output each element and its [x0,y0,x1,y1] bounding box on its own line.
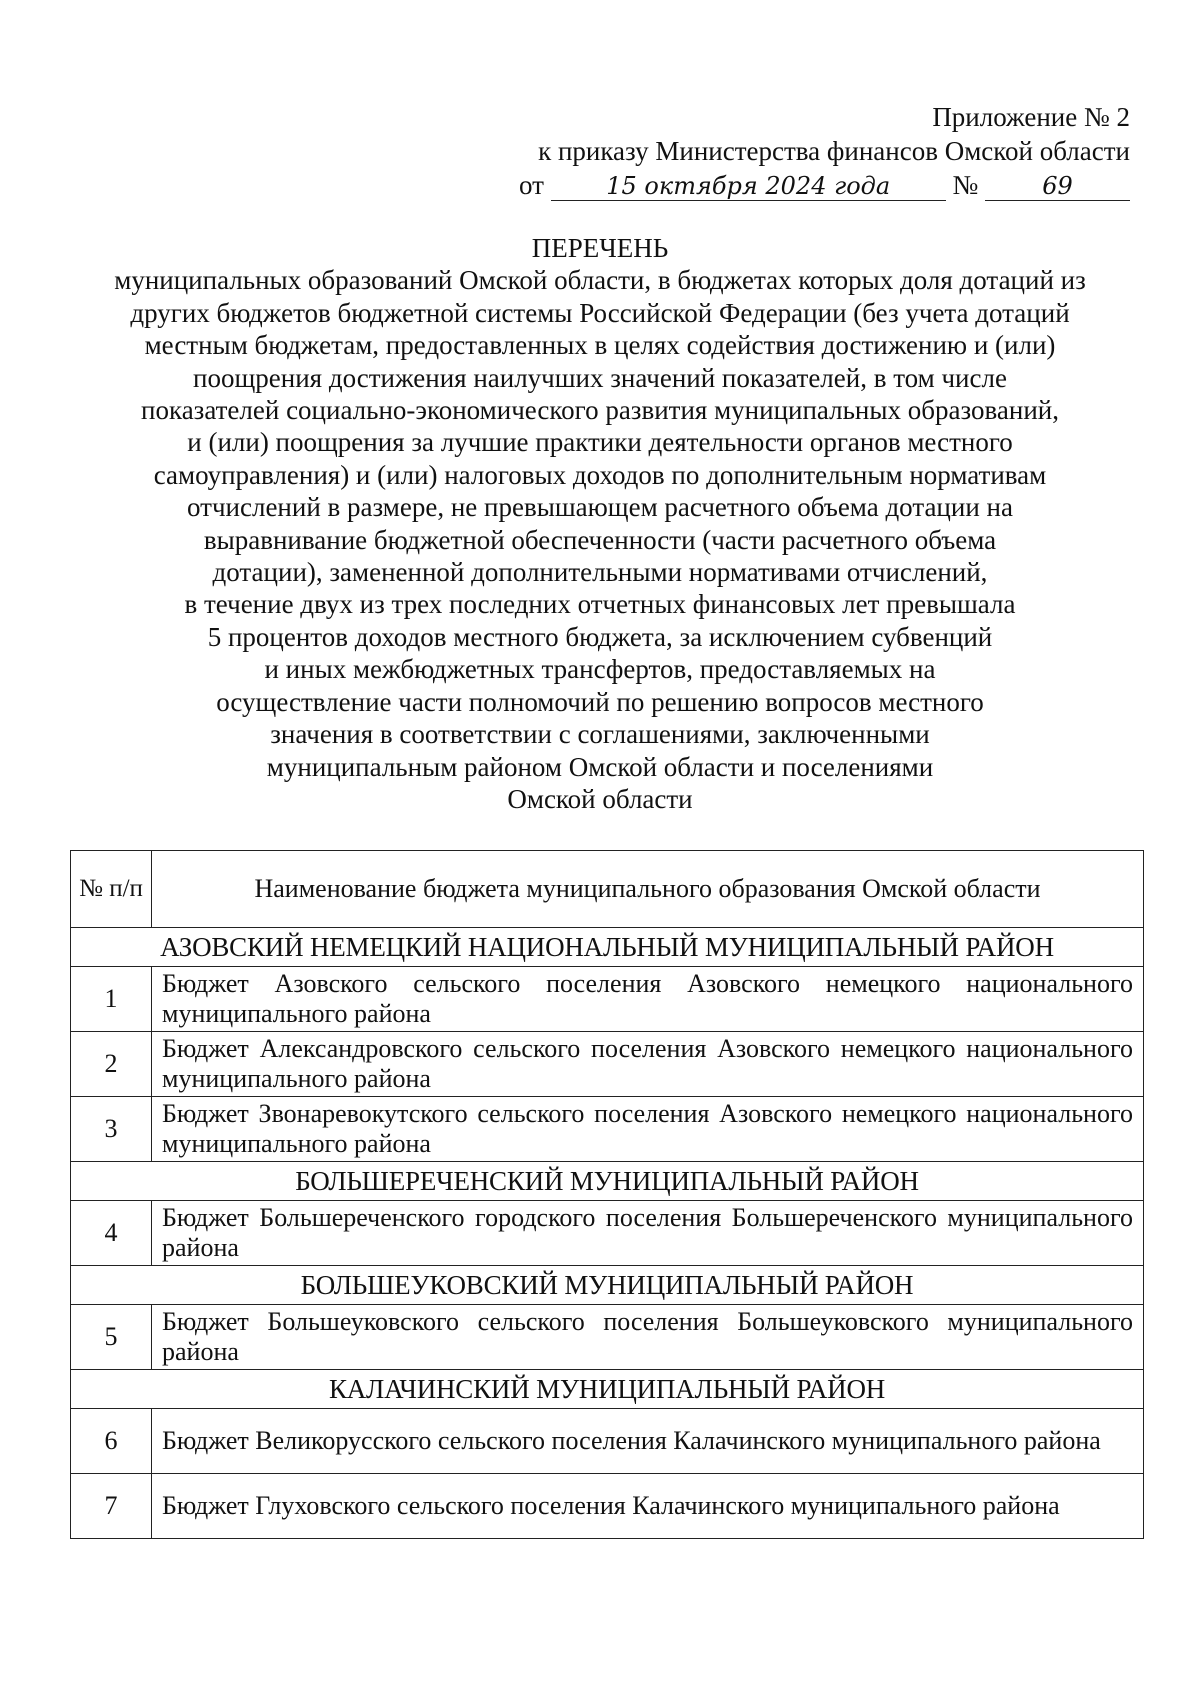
district-row [71,1266,1144,1305]
number-label: № [952,170,979,200]
title-line: в течение двух из трех последних отчетных финансовых лет превышала [184,589,1016,620]
row-number: 5 [71,1305,152,1370]
row-budget-name: Бюджет Глуховского сельского поселения Калачинского муниципального района [152,1474,1144,1539]
row-budget-name: Бюджет Великорусского сельского поселения Калачинского муниципального района [152,1409,1144,1474]
title-line: выравнивание бюджетной обеспеченности (части расчетного объема [203,524,997,555]
table-row [71,1097,1144,1162]
district-name: БОЛЬШЕУКОВСКИЙ МУНИЦИПАЛЬНЫЙ РАЙОН [71,1266,1144,1305]
row-number: 3 [71,1097,152,1162]
table-header-row [71,851,1144,928]
row-number: 6 [71,1409,152,1474]
header-number: № п/п [71,851,152,928]
table-row [71,1409,1144,1474]
title-heading: ПЕРЕЧЕНЬ [531,233,669,263]
title-line: отчислений в размере, не превышающем расчетного объема дотации на [187,492,1013,523]
row-budget-name: Бюджет Большеуковского сельского поселения Большеуковского муниципального района [152,1305,1144,1370]
table-row [71,1305,1144,1370]
title-line: и (или) поощрения за лучшие практики деятельности органов местного [187,427,1013,458]
from-label: от [519,170,544,200]
row-number: 1 [71,967,152,1032]
title-line: и иных межбюджетных трансфертов, предоставляемых на [264,654,936,685]
table-row [71,1474,1144,1539]
row-budget-name: Бюджет Азовского сельского поселения Азовского немецкого национального муниципального района [152,967,1144,1032]
row-number: 7 [71,1474,152,1539]
district-name: БОЛЬШЕРЕЧЕНСКИЙ МУНИЦИПАЛЬНЫЙ РАЙОН [71,1162,1144,1201]
title-line: местным бюджетам, предоставленных в целях содействия достижению и (или) [144,330,1056,361]
municipalities-table [70,850,1144,1539]
table-body [71,928,1144,1539]
header-name: Наименование бюджета муниципального образования Омской области [152,851,1144,928]
row-number: 2 [71,1032,152,1097]
handwritten-date: 15 октября 2024 года [551,172,946,201]
title-line: Омской области [507,783,693,814]
annex-date-number-line [519,168,1130,202]
row-budget-name: Бюджет Александровского сельского поселения Азовского немецкого национального муниципального района [152,1032,1144,1097]
table-row [71,967,1144,1032]
row-budget-name: Бюджет Звонаревокутского сельского поселения Азовского немецкого национального муниципального района [152,1097,1144,1162]
title-line: поощрения достижения наилучших значений показателей, в том числе [193,362,1007,393]
handwritten-number: 69 [985,172,1130,201]
district-row [71,1370,1144,1409]
title-line: показателей социально-экономического развития муниципальных образований, [141,395,1059,426]
title-description [0,264,1200,815]
title-line: других бюджетов бюджетной системы Российской Федерации (без учета дотаций [130,297,1070,328]
title-line: значения в соответствии с соглашениями, заключенными [270,719,930,750]
district-name: КАЛАЧИНСКИЙ МУНИЦИПАЛЬНЫЙ РАЙОН [71,1370,1144,1409]
title-line: осуществление части полномочий по решению вопросов местного [216,686,984,717]
title-line: 5 процентов доходов местного бюджета, за исключением субвенций [207,621,993,652]
annex-header [519,100,1130,202]
table-row [71,1201,1144,1266]
document-title [0,232,1200,815]
title-line: самоуправления) и (или) налоговых доходов по дополнительным нормативам [153,459,1047,490]
annex-title: Приложение № 2 [932,102,1130,132]
row-number: 4 [71,1201,152,1266]
district-row [71,928,1144,967]
title-line: муниципальным районом Омской области и поселениями [266,751,934,782]
title-line: муниципальных образований Омской области, в бюджетах которых доля дотаций из [114,265,1086,296]
annex-order-reference: к приказу Министерства финансов Омской области [538,136,1130,166]
title-line: дотации), замененной дополнительными нормативами отчислений, [212,557,988,588]
row-budget-name: Бюджет Большереченского городского поселения Большереченского муниципального района [152,1201,1144,1266]
table-row [71,1032,1144,1097]
district-name: АЗОВСКИЙ НЕМЕЦКИЙ НАЦИОНАЛЬНЫЙ МУНИЦИПАЛЬНЫЙ РАЙОН [71,928,1144,967]
district-row [71,1162,1144,1201]
